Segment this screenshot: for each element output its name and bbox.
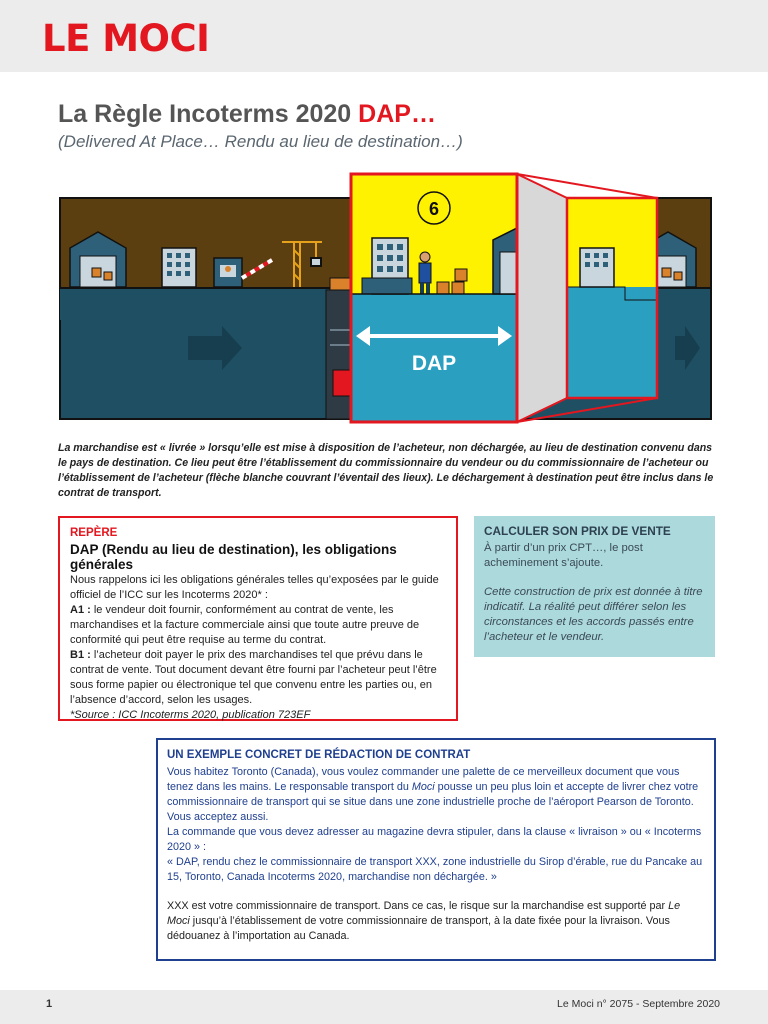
example-box <box>156 738 716 961</box>
example-p1-em: Moci <box>411 781 435 793</box>
dap-label: DAP <box>411 352 457 375</box>
repere-a1-label: A1 : <box>70 604 91 616</box>
repere-a1 <box>70 603 446 648</box>
logo: LE MOCI <box>42 17 210 60</box>
title-main: La Règle Incoterms 2020 <box>58 100 352 128</box>
example-title: UN EXEMPLE CONCRET DE RÉDACTION DE CONTRAT <box>167 749 471 761</box>
repere-kicker: REPÈRE <box>70 527 118 539</box>
main-highlight-frame <box>351 174 517 422</box>
example-p4-em: Le Moci <box>167 900 681 927</box>
dap-illustration <box>0 160 768 430</box>
repere-b1-label: B1 : <box>70 649 91 661</box>
small-highlight-frame <box>567 198 657 398</box>
repere-b1-text: l’acheteur doit payer le prix des marchandises tel que prévu dans le contrat de vente. Tout document devant être fourni par l’acheteur peut l’être sous forme papier ou électronique tel que convenu entre les parties ou, en l’absence d’accord, selon les usages. <box>70 649 437 706</box>
repere-title: DAP (Rendu au lieu de destination), les obligations générales <box>70 542 397 572</box>
issue-info: Le Moci n° 2075 - Septembre 2020 <box>557 998 720 1010</box>
example-p1-b: pousse un peu plus loin et accepte de livrer chez votre commissionnaire de transport qui se situe dans une zone industrielle proche de l’aéroport Pearson de Toronto. Vous acceptez aussi. <box>167 781 699 823</box>
example-p4-a: XXX est votre commissionnaire de transport. Dans ce cas, le risque sur la marchandise est supporté par <box>167 900 669 912</box>
example-p3: « DAP, rendu chez le commissionnaire de transport XXX, zone industrielle du Sirop d’érable, rue du Pancake au 15, Toronto, Canada Incoterms 2020, marchandise non déchargée. » <box>167 856 703 883</box>
repere-intro: Nous rappelons ici les obligations générales telles qu’exposées par le guide officiel de l’ICC sur les Incoterms 2020* : <box>70 574 439 601</box>
illustration-caption: La marchandise est « livrée » lorsqu’elle est mise à disposition de l’acheteur, non déchargée, au lieu de destination convenu dans le pays de destination. Ce lieu peut être l’établissement du commissionnaire du vendeur ou du commissionnaire de l’acheteur ou l’établissement de l’acheteur (flèche blanche couvrant l’éventail des lieux). Le déchargement à destination peut être inclus dans le contrat de transport. <box>58 442 714 499</box>
repere-b1 <box>70 648 446 708</box>
calc-note: Cette construction de prix est donnée à titre indicatif. La réalité peut différer selon les circonstances et les accords passés entre l’acheteur et le vendeur. <box>484 586 703 643</box>
example-p4-b: jusqu’à l’établissement de votre commissionnaire de transport, à la date fixée pour la livraison. Vous dédouanez à l’importation au Canada. <box>167 915 670 942</box>
page-footer <box>0 990 768 1024</box>
example-p1 <box>167 765 705 825</box>
repere-box <box>58 516 458 721</box>
example-p4 <box>167 899 705 944</box>
page-number: 1 <box>46 998 53 1010</box>
page-subtitle: (Delivered At Place… Rendu au lieu de destination…) <box>58 132 463 151</box>
calc-text: À partir d’un prix CPT…, le post acheminement s’ajoute. <box>484 542 643 569</box>
step-number: 6 <box>428 199 440 219</box>
page-title <box>58 100 436 129</box>
example-p1-a: Vous habitez Toronto (Canada), vous voulez commander une palette de ce merveilleux document que vous tenez dans les mains. Le responsable transport du <box>167 766 680 793</box>
title-accent: DAP… <box>358 100 436 128</box>
price-calc-box <box>474 516 715 657</box>
masthead <box>0 0 768 72</box>
perspective-connector <box>517 174 567 422</box>
repere-a1-text: le vendeur doit fournir, conformément au contrat de vente, les marchandises et la facture commerciale ainsi que toute autre preuve de conformité qui peut être requise au terme du contrat. <box>70 604 420 646</box>
building-left-icon <box>162 248 196 287</box>
repere-source: *Source : ICC Incoterms 2020, publication 723EF <box>70 709 311 721</box>
calc-title: CALCULER SON PRIX DE VENTE <box>484 524 671 538</box>
example-p2: La commande que vous devez adresser au magazine devra stipuler, dans la clause « livraison » ou « Incoterms 2020 » : <box>167 826 702 853</box>
